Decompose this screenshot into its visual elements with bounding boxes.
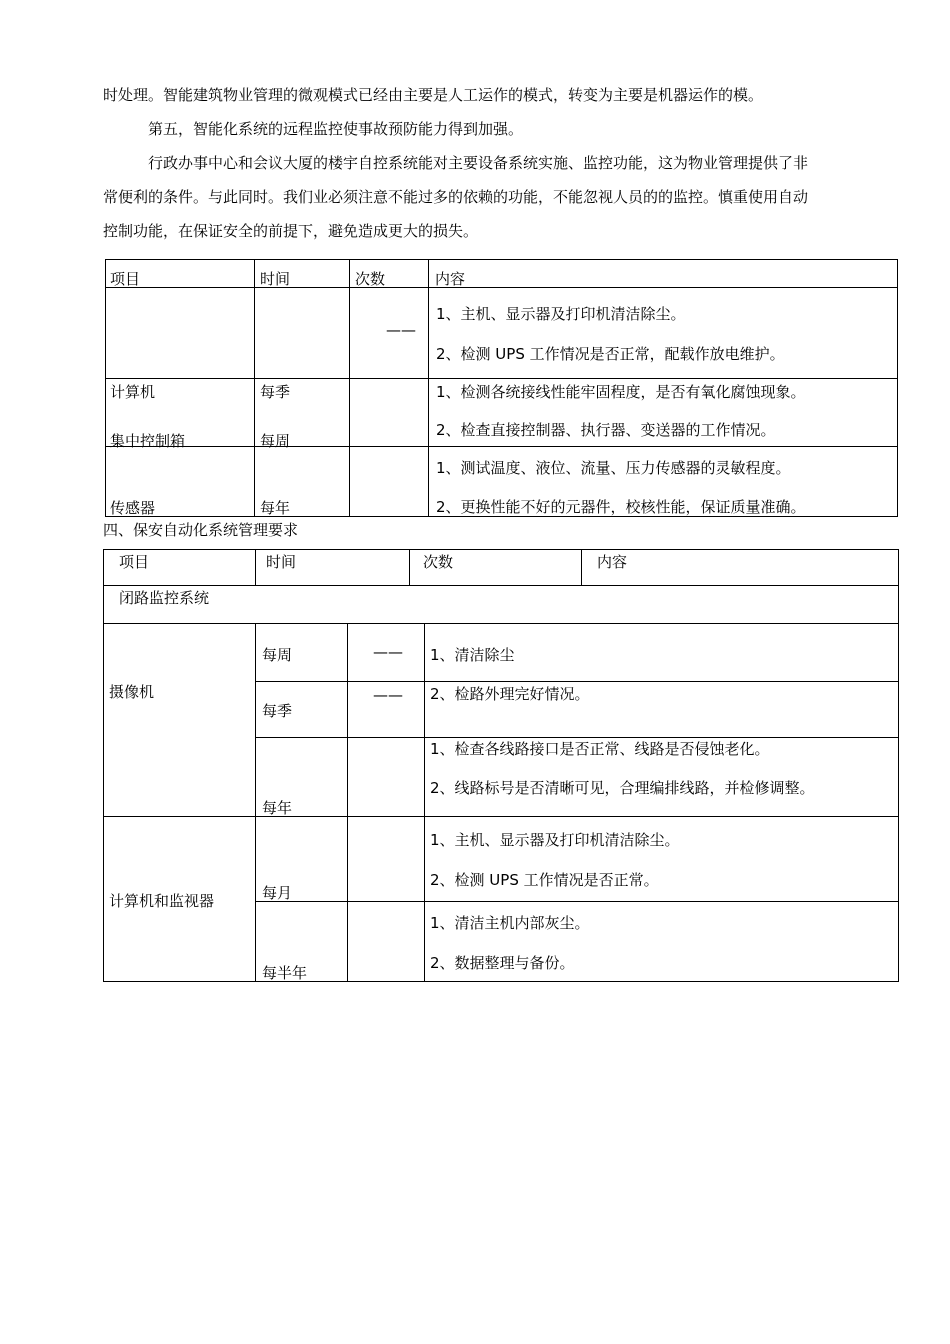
column-header: 项目	[110, 270, 141, 288]
time-cell: 每周	[262, 646, 293, 664]
content-line: 1、清洁除尘	[430, 646, 515, 664]
column-header: 时间	[260, 270, 291, 288]
paragraph-line: 控制功能，在保证安全的前提下，避免造成更大的损失。	[103, 222, 479, 240]
time-cell: 每季	[260, 383, 291, 401]
content-line: 1、主机、显示器及打印机清洁除尘。	[430, 831, 680, 849]
column-header: 内容	[597, 553, 628, 571]
item-cell: 摄像机	[109, 683, 155, 701]
content-line: 2、检测 UPS 工作情况是否正常。	[430, 871, 659, 889]
content-line: 1、检查各线路接口是否正常、线路是否侵蚀老化。	[430, 740, 770, 758]
section-heading: 四、保安自动化系统管理要求	[103, 521, 299, 539]
column-header: 次数	[355, 270, 386, 288]
time-cell: 每年	[260, 499, 291, 517]
column-header: 内容	[435, 270, 466, 288]
content-line: 2、数据整理与备份。	[430, 954, 575, 972]
content-line: 2、检查直接控制器、执行器、变送器的工作情况。	[436, 421, 776, 439]
content-line: 1、测试温度、液位、流量、压力传感器的灵敏程度。	[436, 459, 791, 477]
paragraph-line: 常便利的条件。与此同时。我们业必须注意不能过多的依赖的功能，不能忽视人员的的监控。慎重使用自动	[103, 188, 809, 206]
item-cell: 计算机和监视器	[109, 892, 215, 910]
content-line: 1、清洁主机内部灰尘。	[430, 914, 590, 932]
time-cell: 每半年	[262, 964, 308, 982]
column-header: 次数	[423, 553, 454, 571]
column-header: 项目	[119, 553, 150, 571]
count-cell: ——	[373, 686, 403, 704]
time-cell: 每季	[262, 702, 293, 720]
count-cell: ——	[386, 321, 416, 339]
item-cell: 传感器	[110, 499, 156, 517]
item-cell: 集中控制箱	[110, 432, 186, 450]
time-cell: 每周	[260, 432, 291, 450]
content-line: 1、主机、显示器及打印机清洁除尘。	[436, 305, 686, 323]
content-line: 2、更换性能不好的元器件，校核性能，保证质量准确。	[436, 498, 806, 516]
time-cell: 每月	[262, 884, 293, 902]
paragraph-line: 行政办事中心和会议大厦的楼宇自控系统能对主要设备系统实施、监控功能，这为物业管理提供了非	[148, 154, 809, 172]
item-cell: 计算机	[110, 383, 156, 401]
paragraph-line: 第五，智能化系统的远程监控使事故预防能力得到加强。	[148, 120, 524, 138]
content-line: 2、检路外理完好情况。	[430, 685, 590, 703]
group-title: 闭路监控系统	[119, 589, 210, 607]
column-header: 时间	[266, 553, 297, 571]
content-line: 2、检测 UPS 工作情况是否正常，配载作放电维护。	[436, 345, 785, 363]
content-line: 1、检测各统接线性能牢固程度，是否有氧化腐蚀现象。	[436, 383, 806, 401]
paragraph-line: 时处理。智能建筑物业管理的微观模式已经由主要是人工运作的模式，转变为主要是机器运作的模。	[103, 86, 764, 104]
time-cell: 每年	[262, 799, 293, 817]
content-line: 2、线路标号是否清晰可见，合理编排线路，并检修调整。	[430, 779, 815, 797]
count-cell: ——	[373, 643, 403, 661]
